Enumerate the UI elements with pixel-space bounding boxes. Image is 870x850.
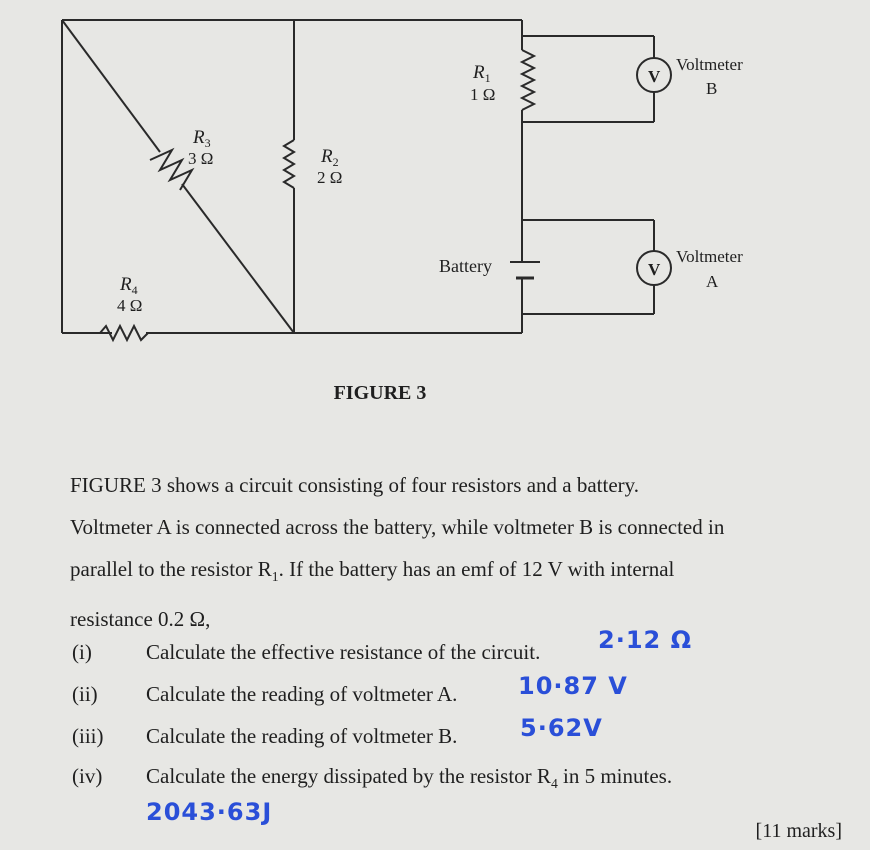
r2-label: $R_2$ [321, 146, 339, 169]
resistor-r1 [522, 50, 534, 110]
voltmeter-b-letter: B [706, 79, 718, 98]
question-paragraph [70, 464, 840, 640]
paragraph-line-2: Voltmeter A is connected across the battery, while voltmeter B is connected in [70, 515, 725, 539]
handwritten-answer-iii: 5·62V [520, 714, 603, 742]
figure-caption: FIGURE 3 [333, 382, 427, 404]
paragraph-line-3: parallel to the resistor $R_1$. If the battery has an emf of 12 V with internal [70, 557, 675, 585]
question-ii [72, 682, 457, 707]
question-text: Calculate the reading of voltmeter A. [146, 682, 458, 706]
question-text: Calculate the reading of voltmeter B. [146, 724, 458, 748]
question-iv [72, 764, 672, 792]
r3-label: $R_3$ [193, 127, 211, 150]
handwritten-answer-i: 2·12 Ω [598, 626, 692, 654]
question-number: (ii) [72, 682, 98, 706]
voltmeter-a-symbol: V [648, 260, 661, 279]
voltmeter-b-label: Voltmeter [676, 55, 743, 74]
paragraph-line-1: FIGURE 3 shows a circuit consisting of four resistors and a battery. [70, 473, 640, 497]
r3-value: 3 Ω [188, 149, 214, 168]
voltmeter-a-letter: A [706, 272, 719, 291]
question-text: Calculate the energy dissipated by the resistor $R_4$ in 5 minutes. [146, 764, 673, 792]
question-number: (i) [72, 640, 92, 664]
question-number: (iv) [72, 764, 103, 788]
battery-label: Battery [439, 256, 492, 276]
r4-value: 4 Ω [117, 296, 143, 315]
question-number: (iii) [72, 724, 104, 748]
question-i [72, 640, 540, 665]
handwritten-answer-ii: 10·87 V [518, 672, 628, 700]
voltmeter-b-symbol: V [648, 67, 661, 86]
question-text: Calculate the effective resistance of the circuit. [146, 640, 541, 664]
circuit-diagram [0, 0, 870, 380]
r1-value: 1 Ω [470, 85, 496, 104]
question-iii [72, 724, 457, 749]
paragraph-line-4: resistance 0.2 Ω, [70, 607, 211, 632]
marks-label: [11 marks] [755, 820, 842, 842]
resistor-r3 [150, 150, 192, 190]
r2-value: 2 Ω [317, 168, 343, 187]
resistor-r2 [284, 140, 294, 188]
wire-diagonal-lower [182, 184, 294, 333]
r1-label: $R_1$ [473, 62, 491, 85]
wire-diagonal-upper [62, 20, 160, 152]
r4-label: $R_4$ [120, 274, 138, 297]
voltmeter-a-label: Voltmeter [676, 247, 743, 266]
handwritten-answer-iv: 2043·63J [146, 798, 273, 826]
